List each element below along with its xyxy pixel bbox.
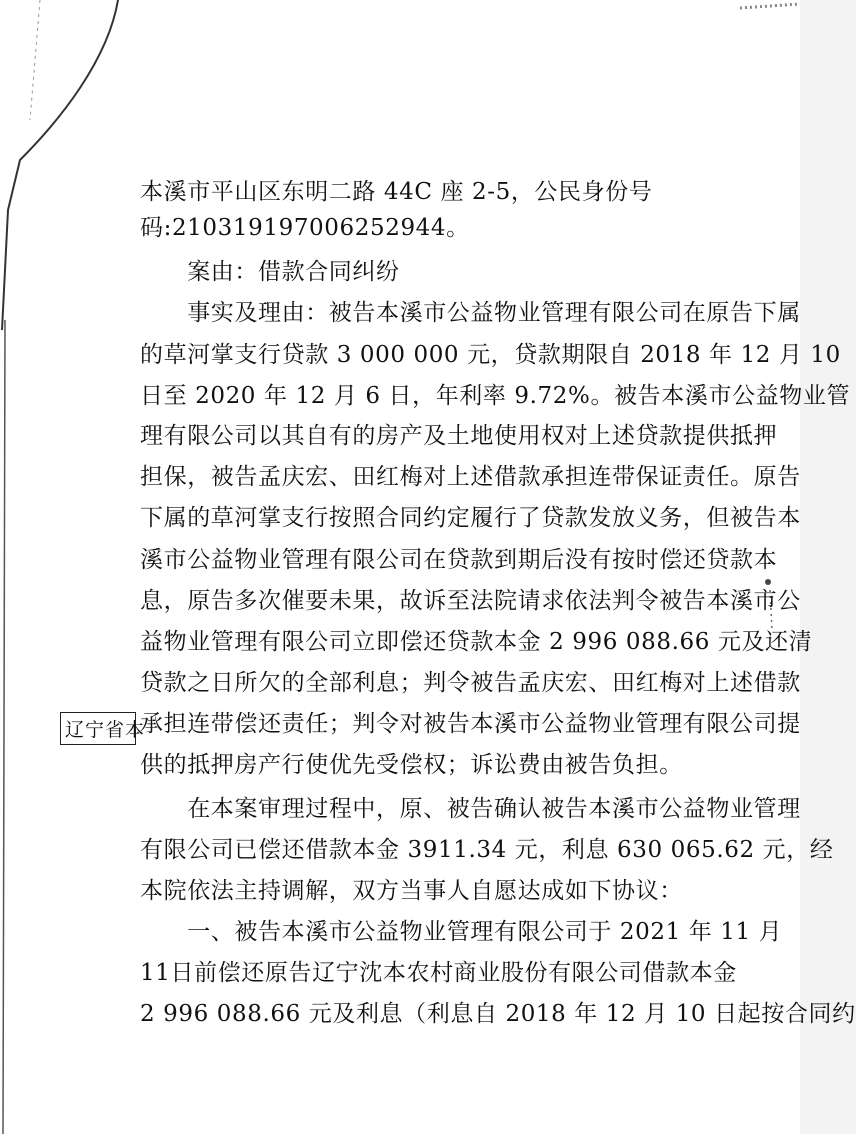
text-line: 事实及理由：被告本溪市公益物业管理有限公司在原告下属: [140, 300, 801, 326]
text-line: 担保，被告孟庆宏、田红梅对上述借款承担连带保证责任。原告: [140, 464, 801, 490]
text-line: 息，原告多次催要未果，故诉至法院请求依法判令被告本溪市公: [140, 588, 801, 614]
text-line: 益物业管理有限公司立即偿还贷款本金 2 996 088.66 元及还清: [140, 629, 813, 655]
text-line: 11日前偿还原告辽宁沈本农村商业股份有限公司借款本金: [140, 960, 737, 986]
text-line: 码:210319197006252944。: [140, 215, 470, 241]
text-line: 下属的草河掌支行按照合同约定履行了贷款发放义务，但被告本: [140, 505, 801, 531]
text-line: 供的抵押房产行使优先受偿权；诉讼费由被告负担。: [140, 752, 683, 778]
text-line: 在本案审理过程中，原、被告确认被告本溪市公益物业管理: [140, 796, 801, 822]
text-line: 的草河掌支行贷款 3 000 000 元，贷款期限自 2018 年 12 月 10: [140, 342, 841, 368]
text-line: 有限公司已偿还借款本金 3911.34 元，利息 630 065.62 元，经: [140, 837, 834, 863]
text-line: 本院依法主持调解，双方当事人自愿达成如下协议：: [140, 878, 683, 904]
text-line: 日至 2020 年 12 月 6 日，年利率 9.72%。被告本溪市公益物业管: [140, 383, 851, 409]
margin-stamp: 辽宁省本: [60, 712, 136, 745]
text-line: 一、被告本溪市公益物业管理有限公司于 2021 年 11 月: [140, 919, 783, 945]
text-line: 本溪市平山区东明二路 44C 座 2-5，公民身份号: [140, 179, 653, 205]
text-line: 溪市公益物业管理有限公司在贷款到期后没有按时偿还贷款本: [140, 547, 778, 573]
text-line: 贷款之日所欠的全部利息；判令被告孟庆宏、田红梅对上述借款: [140, 670, 801, 696]
text-line: 理有限公司以其自有的房产及土地使用权对上述贷款提供抵押: [140, 423, 778, 449]
text-line: 承担连带偿还责任；判令对被告本溪市公益物业管理有限公司提: [140, 711, 801, 737]
text-line: 2 996 088.66 元及利息（利息自 2018 年 12 月 10 日起按合同约: [140, 1001, 856, 1027]
text-line: 案由：借款合同纠纷: [140, 259, 400, 285]
